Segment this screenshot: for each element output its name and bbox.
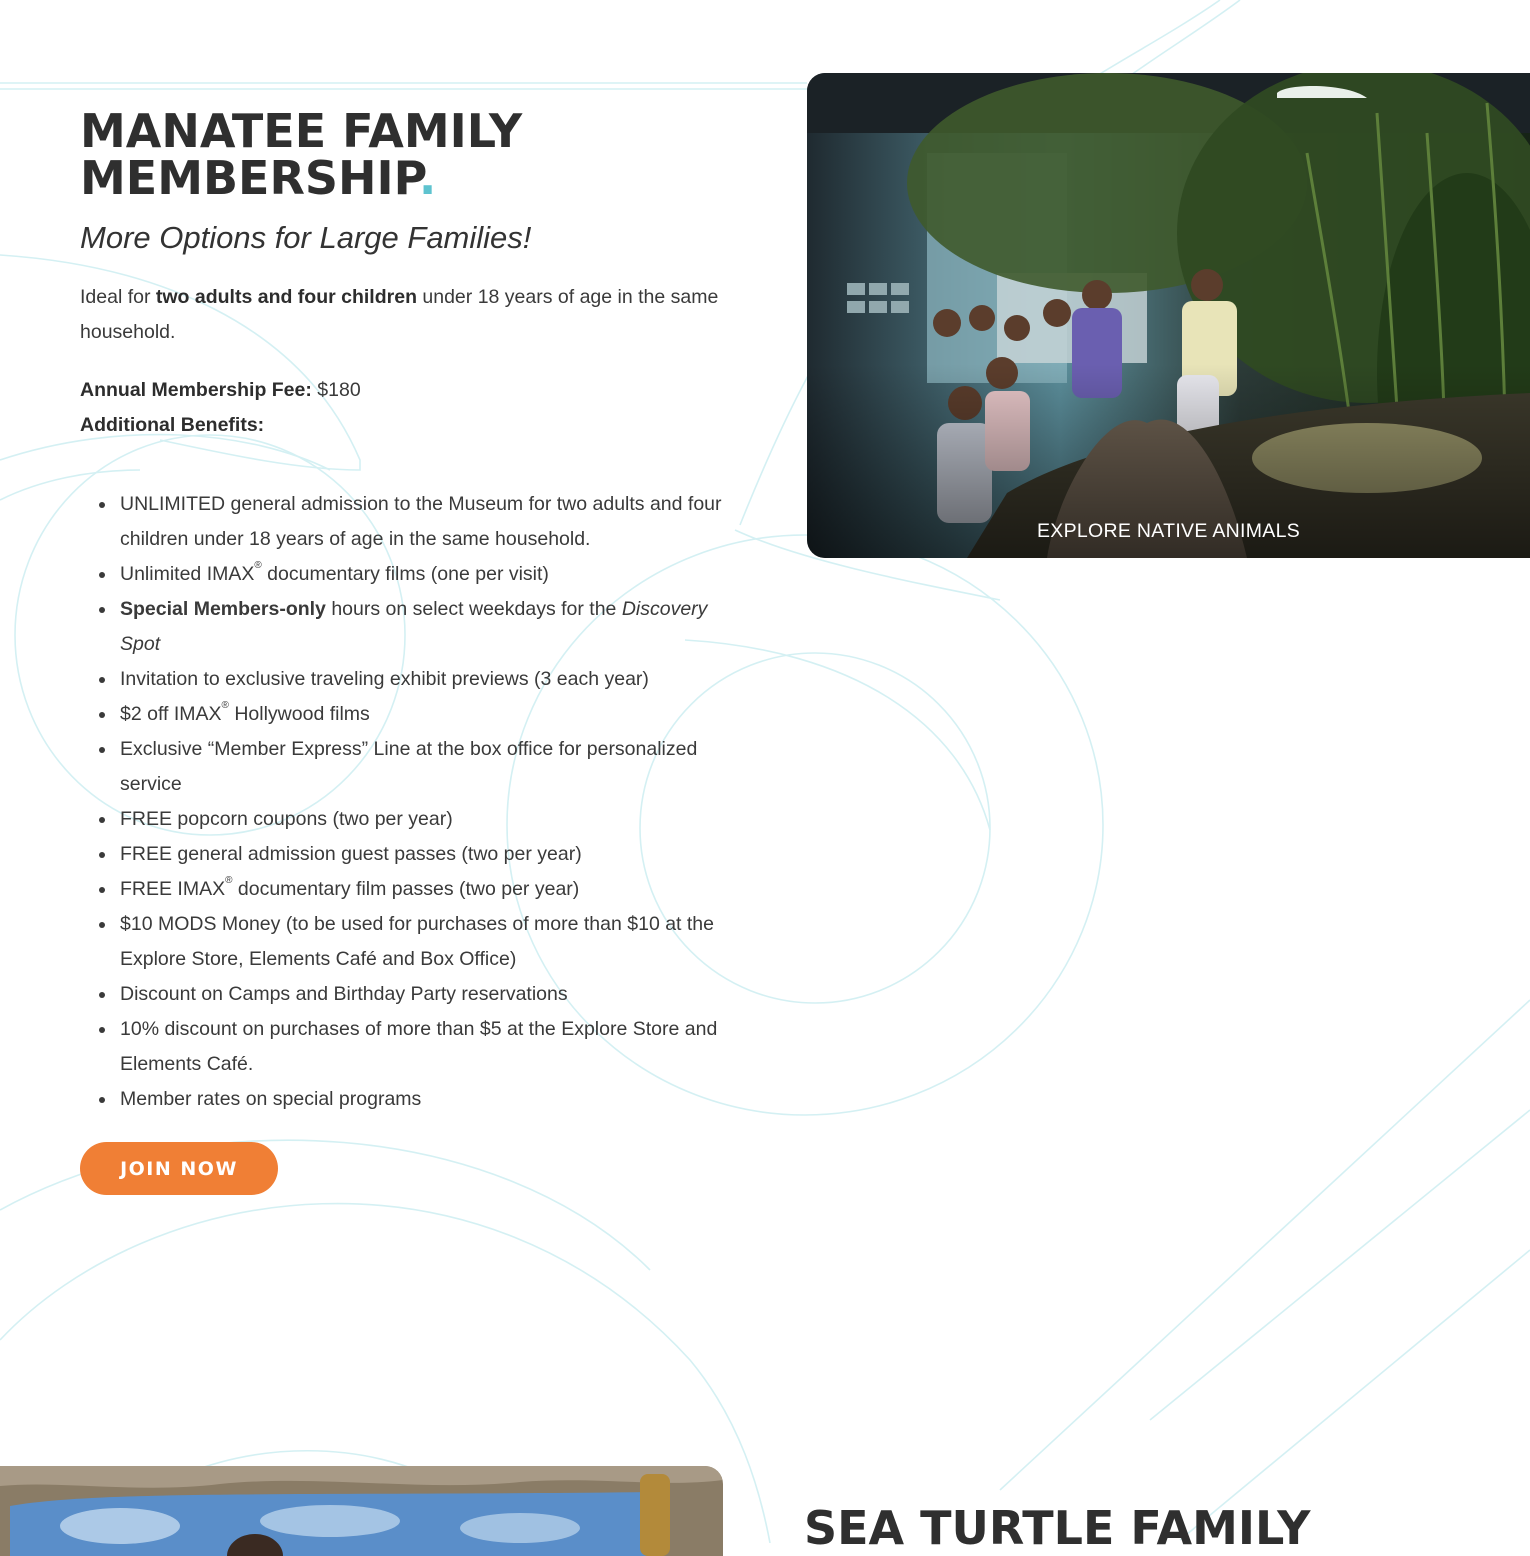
benefit-item: UNLIMITED general admission to the Museum for two adults and four children under 18 years of age in the same household. [120, 487, 730, 557]
benefit-item: Member rates on special programs [120, 1082, 730, 1117]
registered-mark: ® [254, 560, 262, 571]
intro-bold: two adults and four children [155, 286, 417, 308]
benefits-label: Additional Benefits: [80, 414, 265, 436]
manatee-subtitle: More Options for Large Families! [80, 220, 532, 255]
benefits-list [80, 487, 730, 1117]
benefit-item [120, 592, 730, 662]
manatee-title-line2: MEMBERSHIP [80, 151, 419, 205]
join-now-button[interactable]: JOIN NOW [80, 1142, 278, 1195]
benefit-item [120, 697, 730, 732]
benefit-item: FREE popcorn coupons (two per year) [120, 802, 730, 837]
benefit-item: FREE general admission guest passes (two per year) [120, 837, 730, 872]
explore-native-animals-photo[interactable] [807, 73, 1530, 558]
benefit-item: Invitation to exclusive traveling exhibit previews (3 each year) [120, 662, 730, 697]
photo-caption: EXPLORE NATIVE ANIMALS [1036, 520, 1301, 542]
benefit-text: hours on select weekdays for the [325, 598, 622, 620]
manatee-fee-block [80, 373, 730, 443]
benefit-bold: Special Members-only [120, 598, 326, 620]
manatee-title [80, 104, 730, 205]
benefit-text: $2 off IMAX [120, 703, 222, 725]
benefit-italic: Discovery Spot [120, 598, 708, 655]
benefit-item [120, 872, 730, 907]
sea-turtle-title: SEA TURTLE FAMILY [804, 1501, 1311, 1555]
benefit-text: documentary films (one per visit) [261, 563, 549, 585]
benefit-text: Unlimited IMAX [120, 563, 255, 585]
fee-label: Annual Membership Fee: [80, 379, 312, 401]
intro-pre: Ideal for [80, 286, 156, 308]
fee-value: $180 [311, 379, 361, 401]
benefit-item [120, 557, 730, 592]
benefit-text: documentary film passes (two per year) [232, 878, 580, 900]
exhibit-photo-illustration [807, 73, 1530, 558]
benefit-text: FREE IMAX [120, 878, 226, 900]
registered-mark: ® [221, 700, 229, 711]
benefit-item: Discount on Camps and Birthday Party reservations [120, 977, 730, 1012]
registered-mark: ® [225, 875, 233, 886]
benefit-item: 10% discount on purchases of more than $5 at the Explore Store and Elements Café. [120, 1012, 730, 1082]
manatee-title-line1: MANATEE FAMILY [80, 104, 523, 158]
intro-post: under 18 years of age in the same household. [80, 286, 719, 343]
benefit-item: Exclusive “Member Express” Line at the box office for personalized service [120, 732, 730, 802]
manatee-membership-section [80, 104, 730, 1117]
title-accent-dot: . [418, 151, 437, 205]
manatee-intro [80, 280, 730, 350]
benefit-item: $10 MODS Money (to be used for purchases of more than $10 at the Explore Store, Elements Café and Box Office) [120, 907, 730, 977]
benefit-text: Hollywood films [228, 703, 370, 725]
